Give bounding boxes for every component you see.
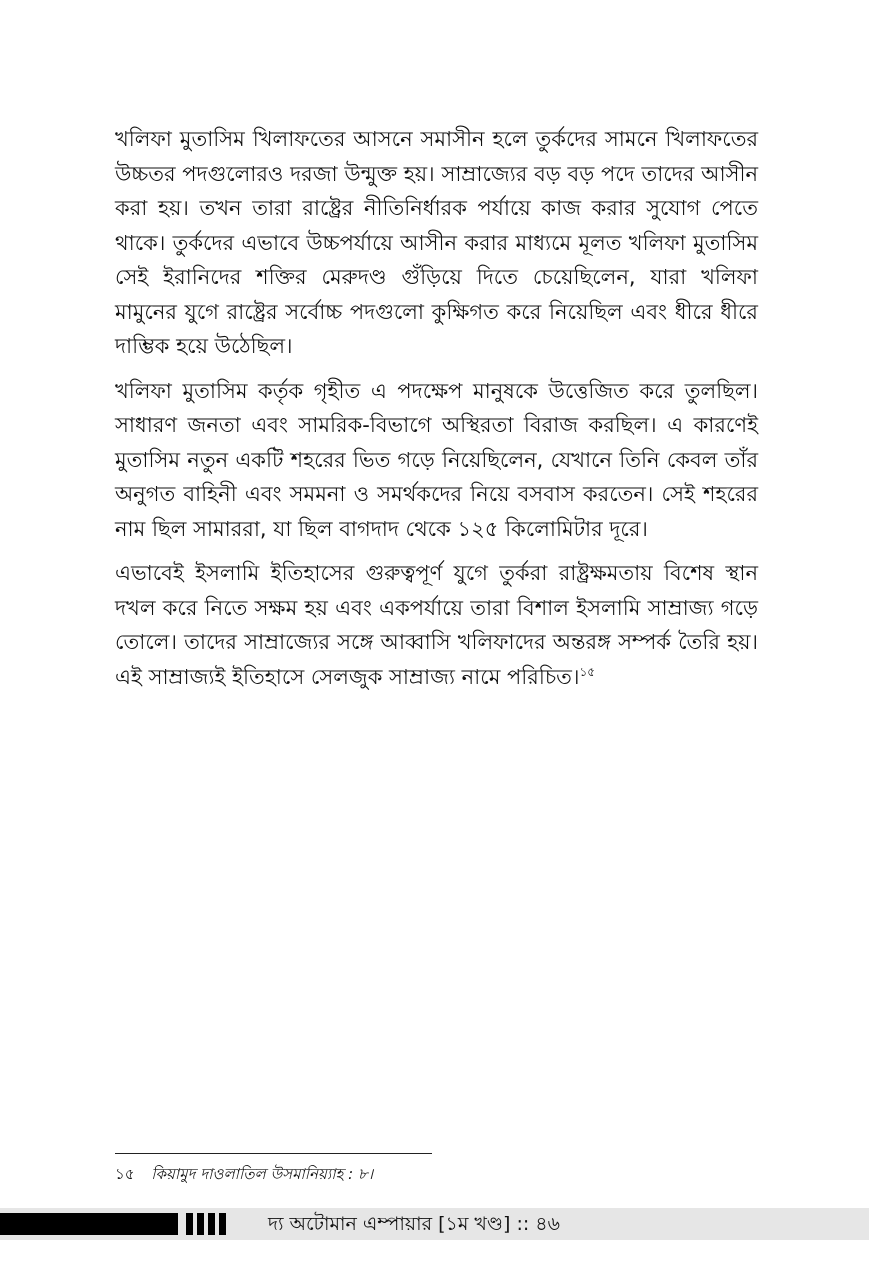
paragraph-2: খলিফা মুতাসিম কর্তৃক গৃহীত এ পদক্ষেপ মানুষকে উত্তেজিত করে তুলছিল। সাধারণ জনতা এবং সামরিক-বিভাগে অস্থিরতা বিরাজ করছিল। এ কারণেই মুতাসিম নতুন একটি শহরের ভিত গড়ে নিয়েছিলেন, যেখানে তিনি কেবল তাঁর অনুগত বাহিনী এবং সমমনা ও সমর্থকদের নিয়ে বসবাস করতেন। সেই শহরের নাম ছিল সামাররা, যা ছিল বাগদাদ থেকে ১২৫ কিলোমিটার দূরে। xyxy=(115,378,758,541)
footnote-divider xyxy=(115,1153,432,1154)
paragraph-1: খলিফা মুতাসিম খিলাফতের আসনে সমাসীন হলে তুর্কদের সামনে খিলাফতের উচ্চতর পদগুলোরও দরজা উন্মুক্ত হয়। সাম্রাজ্যের বড় বড় পদে তাদের আসীন করা হয়। তখন তারা রাষ্ট্রের নীতিনির্ধারক পর্যায়ে কাজ করার সুযোগ পেতে থাকে। তুর্কদের এভাবে উচ্চপর্যায়ে আসীন করার মাধ্যমে মূলত খলিফা মুতাসিম সেই ইরানিদের শক্তির মেরুদণ্ড গুঁড়িয়ে দিতে চেয়েছিলেন, যারা খলিফা মামুনের যুগে রাষ্ট্রের সর্বোচ্চ পদগুলো কুক্ষিগত করে নিয়েছিল এবং ধীরে ধীরে দাম্ভিক হয়ে উঠেছিল। xyxy=(115,127,758,358)
footer-decor-tick xyxy=(186,1213,193,1235)
body-text xyxy=(115,122,758,704)
footer-decor-tick xyxy=(197,1213,204,1235)
footnote xyxy=(115,1164,373,1184)
footnote-text: কিয়ামুদ দাওলাতিল উসমানিয়্যাহ : ৮। xyxy=(151,1165,374,1183)
footer-running-title: দ্য অটোমান এম্পায়ার [১ম খণ্ড] :: ৪৬ xyxy=(268,1213,560,1235)
paragraph-3 xyxy=(115,556,758,694)
footer-decor-tick xyxy=(219,1213,226,1235)
paragraph-3-text: এভাবেই ইসলামি ইতিহাসের গুরুত্বপূর্ণ যুগে তুর্করা রাষ্ট্রক্ষমতায় বিশেষ স্থান দখল করে নিতে সক্ষম হয় এবং একপর্যায়ে তারা বিশাল ইসলামি সাম্রাজ্য গড়ে তোলে। তাদের সাম্রাজ্যের সঙ্গে আব্বাসি খলিফাদের অন্তরঙ্গ সম্পর্ক তৈরি হয়। এই সাম্রাজ্যই ইতিহাসে সেলজুক সাম্রাজ্য নামে পরিচিত। xyxy=(115,561,758,689)
footer-decor-bar xyxy=(0,1213,178,1235)
footer-decor-tick xyxy=(208,1213,215,1235)
footnote-reference[interactable]: ১৫ xyxy=(579,664,596,679)
footnote-number: ১৫ xyxy=(115,1165,135,1183)
